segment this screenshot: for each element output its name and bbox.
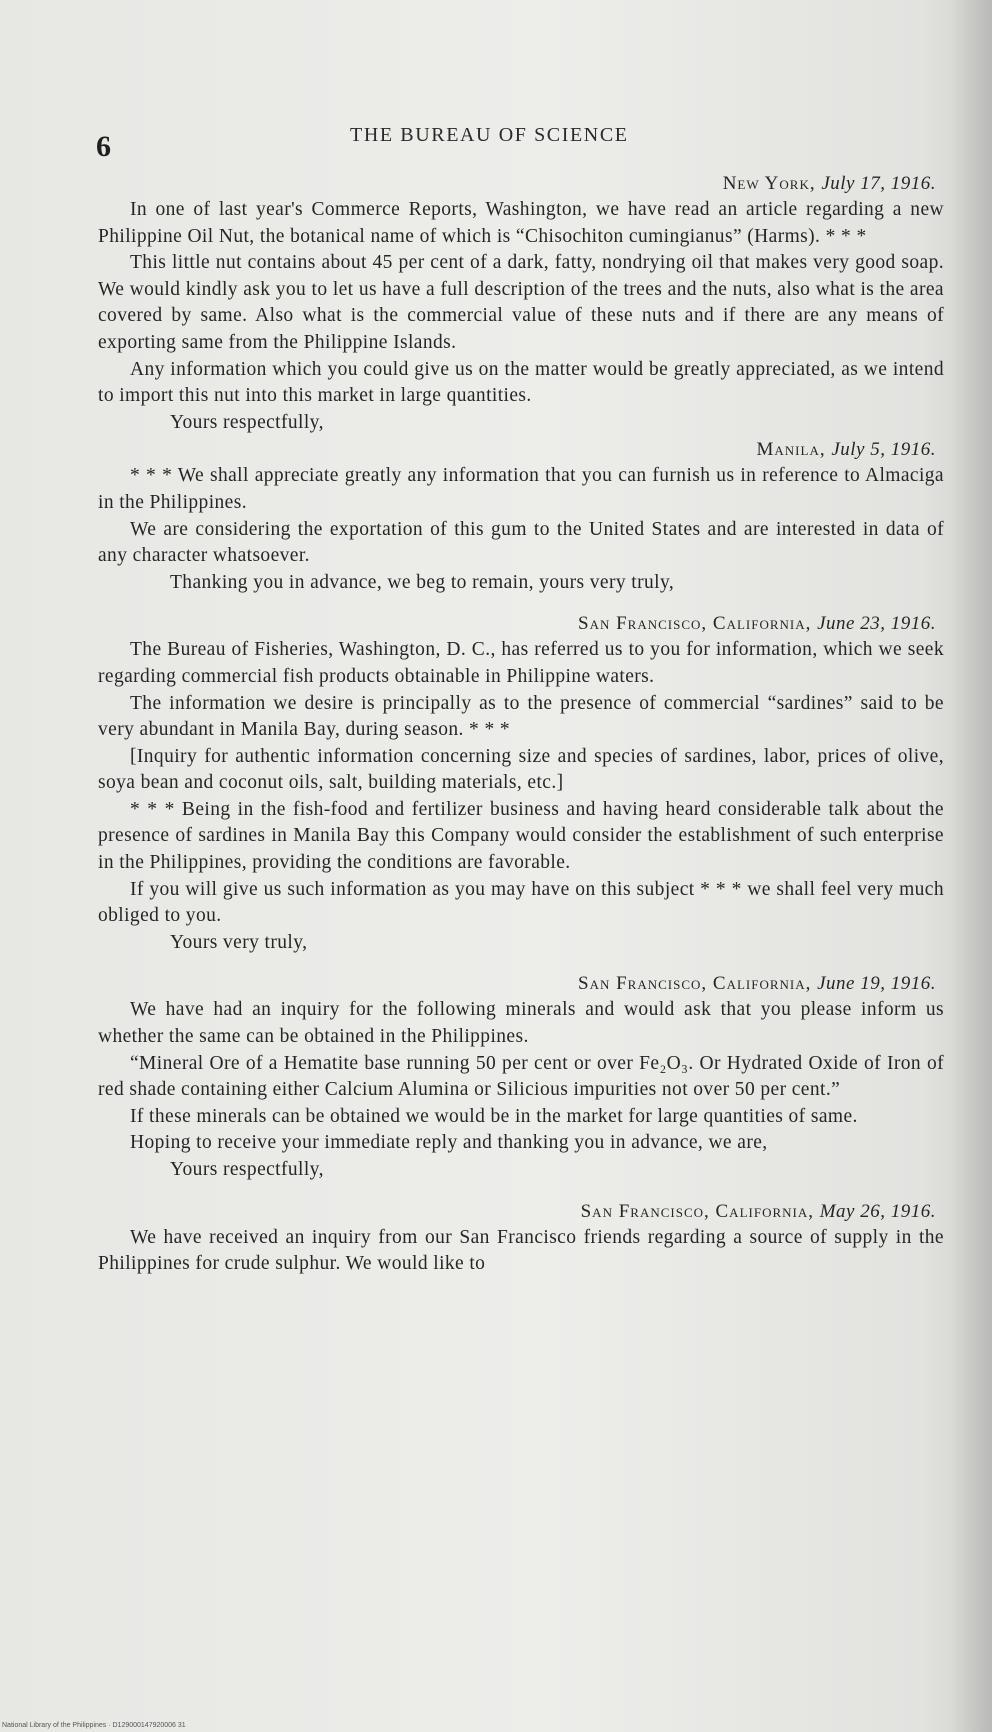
letter-san-francisco-may-26 <box>98 1198 944 1278</box>
letter-san-francisco-june-19 <box>98 970 944 1183</box>
dateline-place: San Francisco, California, <box>580 1200 814 1222</box>
paragraph: We have received an inquiry from our San Francisco friends regarding a source of supply in the Philippines for crude sulphur. We would like to <box>98 1226 944 1275</box>
closing: Yours respectfully, <box>170 411 324 433</box>
letter-manila <box>98 436 944 596</box>
paragraph: * * * Being in the fish-food and fertilizer business and having heard considerable talk about the presence of sardines in Manila Bay this Company would consider the establishment of such enterprise in the Philippines, providing the conditions are favorable. <box>98 798 944 874</box>
dateline-date: July 17, 1916. <box>821 173 936 194</box>
letter-new-york <box>98 170 944 436</box>
paragraph: This little nut contains about 45 per cent of a dark, fatty, nondrying oil that makes very good soap. We would kindly ask you to let us have a full description of the trees and the nuts, also what is the area covered by same. Also what is the commercial value of these nuts and if there are any means of exporting same from the Philippine Islands. <box>98 252 944 353</box>
page-edge-shadow <box>950 0 992 1732</box>
letter-san-francisco-june-23 <box>98 610 944 956</box>
paragraph: We are considering the exportation of this gum to the United States and are interested in data of any character whatsoever. <box>98 518 944 567</box>
running-head: THE BUREAU OF SCIENCE <box>350 124 629 146</box>
paragraph: [Inquiry for authentic information concerning size and species of sardines, labor, prices of olive, soya bean and coconut oils, salt, building materials, etc.] <box>98 745 944 794</box>
paragraph: “Mineral Ore of a Hematite base running 50 per cent or over Fe₂O₃. Or Hydrated Oxide of Iron of red shade containing either Calcium Alumina or Silicious impurities not over 50 per cent.” <box>98 1052 944 1101</box>
paragraph: The information we desire is principally as to the presence of commercial “sardines” said to be very abundant in Manila Bay, during season. * * * <box>98 692 944 741</box>
dateline <box>98 970 944 997</box>
dateline-date: May 26, 1916. <box>819 1200 936 1222</box>
paragraph: Hoping to receive your immediate reply and thanking you in advance, we are, <box>130 1132 768 1154</box>
paragraph: In one of last year's Commerce Reports, Washington, we have read an article regarding a new Philippine Oil Nut, the botanical name of which is “Chisochiton cumingianus” (Harms). * * * <box>98 199 944 247</box>
dateline-date: June 23, 1916. <box>817 613 936 635</box>
paragraph: The Bureau of Fisheries, Washington, D. C., has referred us to you for information, which we seek regarding commercial fish products obtainable in Philippine waters. <box>98 639 944 687</box>
dateline-date: June 19, 1916. <box>817 973 936 995</box>
paragraph: If you will give us such information as you may have on this subject * * * we shall feel very much obliged to you. <box>98 878 944 927</box>
scan-credit: National Library of the Philippines · D129000147920006 31 <box>2 1722 186 1729</box>
paragraph: * * * We shall appreciate greatly any information that you can furnish us in reference to Almaciga in the Philippines. <box>98 465 944 513</box>
paragraph: We have had an inquiry for the following minerals and would ask that you please inform us whether the same can be obtained in the Philippines. <box>98 999 944 1048</box>
paragraph: If these minerals can be obtained we would be in the market for large quantities of same. <box>130 1105 858 1127</box>
paragraph: Thanking you in advance, we beg to remain, yours very truly, <box>170 571 675 593</box>
dateline-date: July 5, 1916. <box>831 439 936 461</box>
dateline <box>98 1198 944 1225</box>
paragraph: Any information which you could give us on the matter would be greatly appreciated, as we intend to import this nut into this market in large quantities. <box>98 358 944 407</box>
dateline <box>98 170 944 197</box>
page-number: 6 <box>96 130 111 163</box>
dateline <box>98 610 944 637</box>
dateline-place: San Francisco, California, <box>578 973 812 995</box>
dateline <box>98 436 944 463</box>
dateline-place: New York, <box>722 173 816 194</box>
closing: Yours respectfully, <box>170 1159 324 1180</box>
dateline-place: Manila, <box>756 439 826 461</box>
letters-container <box>98 170 944 1278</box>
closing: Yours very truly, <box>170 931 308 953</box>
dateline-place: San Francisco, California, <box>578 613 812 635</box>
